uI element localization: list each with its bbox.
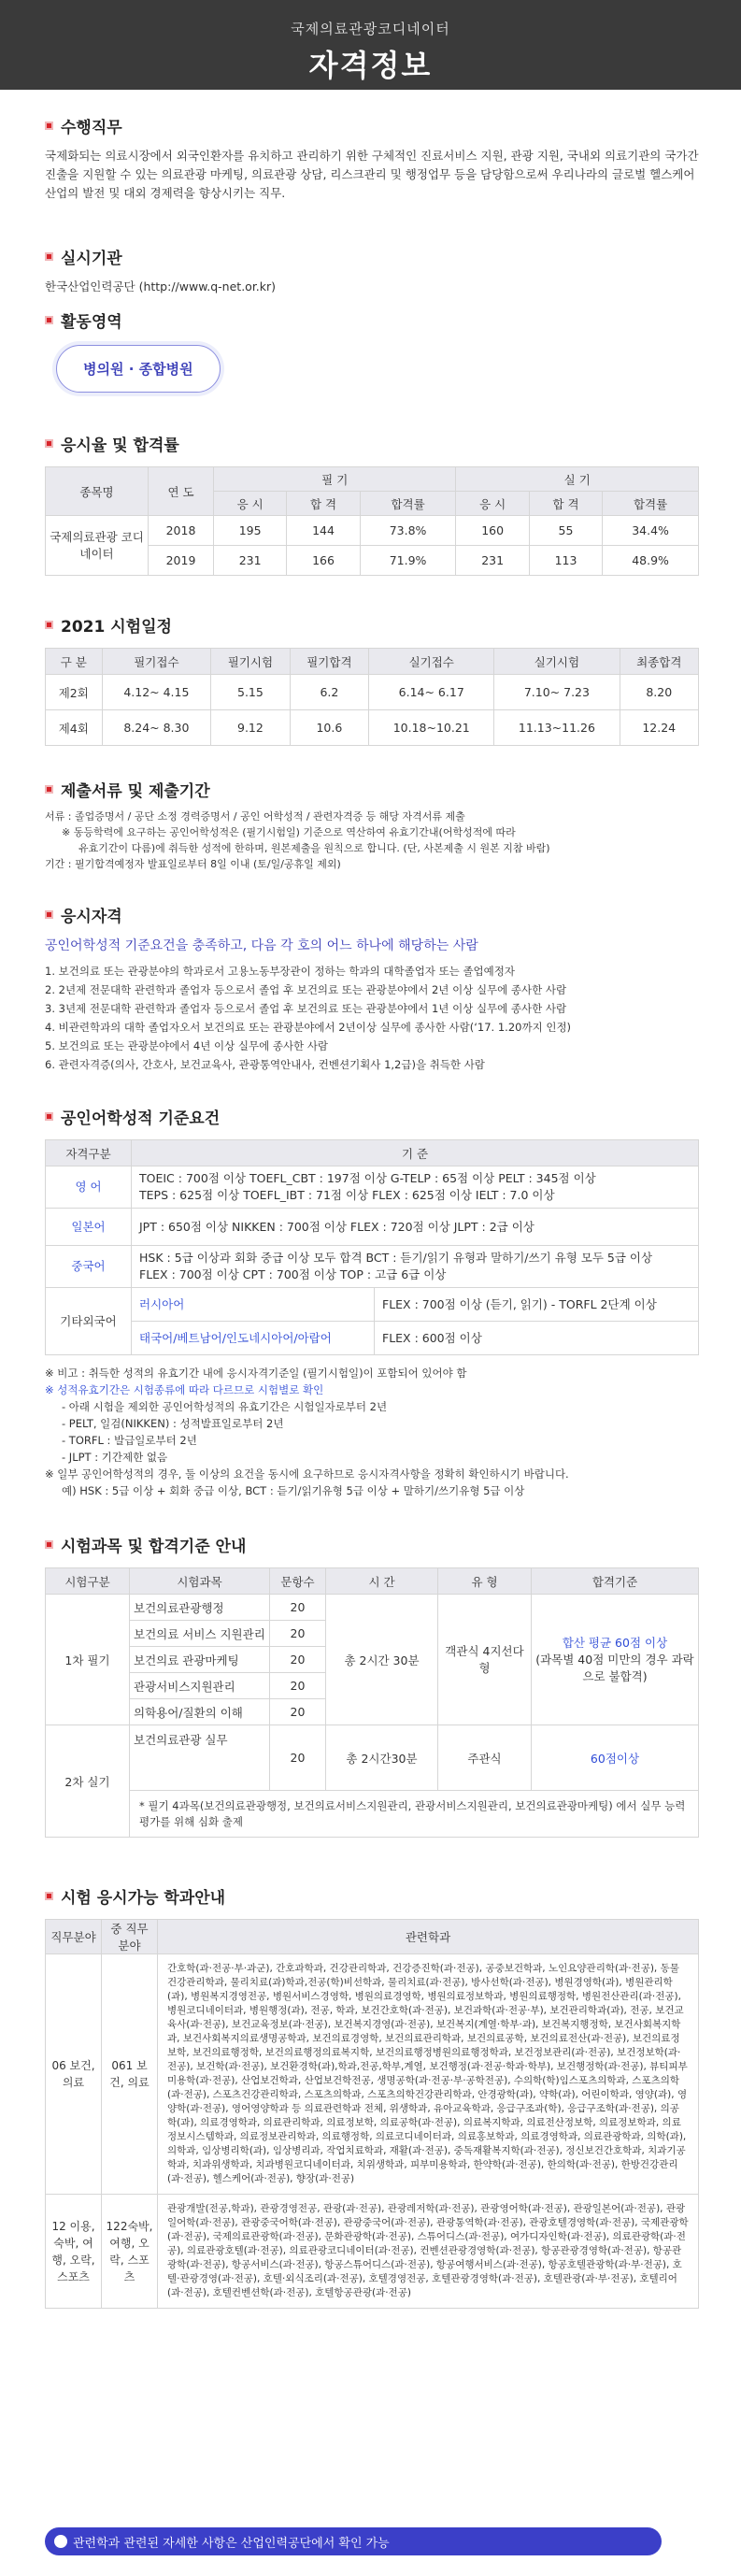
rates-h-practical: 실 기 bbox=[456, 467, 699, 492]
departments-section bbox=[45, 1884, 699, 2309]
subjects-header: 문항수 bbox=[270, 1568, 326, 1595]
section-bullet-icon bbox=[45, 316, 53, 324]
info-dot-icon bbox=[54, 2535, 67, 2548]
subjects-header: 합격기준 bbox=[532, 1568, 699, 1595]
subject-name: 보건의료관광 실무 bbox=[130, 1725, 270, 1791]
list-item: 2. 2년제 전문대학 관련학과 졸업자 등으로서 졸업 후 보건의료 또는 관광분야에서 2년 이상 실무에 종사한 사람 bbox=[45, 983, 567, 996]
table-row bbox=[46, 2195, 699, 2309]
schedule-cell: 제4회 bbox=[46, 710, 103, 746]
schedule-table bbox=[45, 648, 699, 746]
subjects-written-label: 1차 필기 bbox=[46, 1595, 130, 1725]
subjects-practical-label: 2차 실기 bbox=[46, 1725, 130, 1838]
rates-h-w-apply: 응 시 bbox=[214, 492, 287, 516]
departments-text: 간호학(과·전공·부·과군), 간호과학과, 건강관리학과, 건강증진학(과·전공), 공중보건학과, 노인요양관리학(과·전공), 동물건강관리학과, 물리치료(과)학과,전공(학)비선학과, 물리치료(과·전공), 방사선학(과·전공), 병원경영학(과), 병원관리학(과), 병원복지경영전공, 병원서비스경영학, 병원의료경영학, 병원의료정보학과, 병원의료행정학, 병원전산관리(과·전공), 병원코디네이터과, 병원행정(과), 전공, 학과, 보건간호학(과·전공), 보건과학(과·전공·부), 보건관리학과(과), 전공, 보건교육사(과·전공), 보건교육정보(과·전공), 보건복지경영(과·전공), 보건복지(계열·학부·과), 보건복지행정학, 보건사회복지학과, 보건사회복지의료생명공학과, 보건의료경영학, 보건의료관리학과, 보건의료공학, 보건의료전산(과·전공), 보건의료정보학, 보건의료행정학, 보건의료행정의료복지학, 보건의료행정병원의료행정학과, 보건정보관리(과·전공), 보건정보학(과·전공), 보건학(과·전공), 보건환경학(과),학과,전공,학부,계열, 보건행정(과·전공·학과·학부), 보건행정학(과·전공), 뷰티피부미용학(과·전공), 산업보건학과, 산업보건학전공, 생명공학(과·전공·부·공학전공), 수의학(학)임스포츠의학과, 스포츠의학(과·전공), 스포츠건강관리학과, 스포츠의학과, 스포츠의학건강관리학과, 안경광학(과), 약학(과), 어린이학과, 영양(과), 영양학(과·전공), 영어영양학과 등 의료관련학과 전체, 위생학과, 유아교육학과, 응급구조과(학), 응급구조학(과·전공), 의공학(과), 의료경영학과, 의료관리학과, 의료정보학, 의료공학(과·전공), 의료복지학과, 의료전산정보학, 의료정보학과, 의료정보시스템학과, 의료정보관리학과, 의료행정학, 의료코디네이터과, 의료홍보학과, 의료경영학과, 의료관광학과, 의학(과), 의학과, 임상병리학(과), 임상병리과, 작업치료학과, 재활(과·전공), 중독재활복지학(과·전공), 정신보건간호학과, 치과기공학과, 치과위생학과, 치과병원코디네이터과, 치위생학과, 피부미용학과, 한약학(과·전공), 한의학(과·전공), 한방건강관리(과·전공), 헬스케어(과·전공), 향장(과·전공) bbox=[158, 1954, 699, 2195]
field-pill: 병의원 · 종합병원 bbox=[56, 345, 221, 393]
table-row bbox=[46, 516, 699, 546]
rates-h-p-pass: 합 격 bbox=[529, 492, 602, 516]
note-line: 예) HSK : 5급 이상 + 회화 중급 이상, BCT : 듣기/읽기유형 5급 이상 + 말하기/쓰기유형 5급 이상 bbox=[62, 1484, 525, 1497]
table-row bbox=[46, 1791, 699, 1838]
subjects-written-pass bbox=[532, 1595, 699, 1725]
subjects-written-type: 객관식 4지선다형 bbox=[438, 1595, 532, 1725]
language-english-line2: TEPS : 625점 이상 TOEFL_IBT : 71점 이상 FLEX : 625점 이상 IELT : 7.0 이상 bbox=[139, 1188, 555, 1202]
subject-count: 20 bbox=[270, 1595, 326, 1621]
note-line: ※ 일부 공인어학성적의 경우, 둘 이상의 요건을 동시에 요구하므로 응시자격사항을 정확히 확인하시기 바랍니다. bbox=[45, 1467, 569, 1481]
schedule-cell: 10.18~10.21 bbox=[369, 710, 494, 746]
documents-line1: 서류 : 졸업증명서 / 공단 소정 경력증명서 / 공인 어학성적 / 관련자격증 등 해당 자격서류 제출 bbox=[45, 810, 465, 823]
language-chinese-label: 중국어 bbox=[46, 1246, 132, 1288]
language-notes bbox=[45, 1365, 699, 1499]
language-h-std: 기 준 bbox=[132, 1140, 699, 1166]
departments-field: 06 보건, 의료 bbox=[46, 1954, 102, 2195]
note-line: - TORFL : 발급일로부터 2년 bbox=[62, 1434, 197, 1447]
documents-line4: 기간 : 필기합격예정자 발표일로부터 8일 이내 (토/일/공휴일 제외) bbox=[45, 858, 341, 870]
language-japanese-label: 일본어 bbox=[46, 1209, 132, 1246]
language-english-line1: TOEIC : 700점 이상 TOEFL_CBT : 197점 이상 G-TELP : 65점 이상 PELT : 345점 이상 bbox=[139, 1171, 596, 1185]
list-item: 5. 보건의료 또는 관광분야에서 4년 이상 실무에 종사한 사람 bbox=[45, 1039, 329, 1052]
rates-h-w-pass: 합 격 bbox=[287, 492, 360, 516]
rates-cell: 55 bbox=[529, 516, 602, 546]
table-row bbox=[46, 1322, 699, 1355]
rates-h-written: 필 기 bbox=[214, 467, 456, 492]
subjects-header: 유 형 bbox=[438, 1568, 532, 1595]
schedule-header: 필기합격 bbox=[290, 649, 368, 675]
rates-h-w-rate: 합격률 bbox=[360, 492, 456, 516]
language-english-label: 영 어 bbox=[46, 1166, 132, 1209]
departments-header: 직무분야 bbox=[46, 1920, 102, 1954]
rates-cell: 2019 bbox=[149, 546, 214, 576]
schedule-cell: 11.13~11.26 bbox=[494, 710, 620, 746]
rates-section bbox=[45, 432, 699, 576]
language-others: 태국어/베트남어/인도네시아어/아랍어 bbox=[132, 1322, 375, 1355]
duty-text: 국제화되는 의료시장에서 외국인환자를 유치하고 관리하기 위한 구체적인 진료서비스 지원, 관광 지원, 국내외 의료기관의 국가간 진출을 지원할 수 있는 의료관광 마케팅, 의료관광 상담, 리스크관리 및 행정업무 등을 담당함으로써 우리나라의 글로벌 헬스케어산업의 발전 및 대외 경제력을 향상시키는 직무. bbox=[45, 149, 699, 200]
departments-title: 시험 응시가능 학과안내 bbox=[45, 1884, 699, 1908]
subjects-practical-time: 총 2시간30분 bbox=[326, 1725, 438, 1791]
departments-header: 관련학과 bbox=[158, 1920, 699, 1954]
subjects-written-pass-sub: (과목별 40점 미만의 경우 과락으로 불합격) bbox=[535, 1652, 694, 1683]
schedule-header: 최종합격 bbox=[620, 649, 699, 675]
table-row bbox=[46, 1725, 699, 1791]
rates-h-p-rate: 합격률 bbox=[603, 492, 699, 516]
schedule-cell: 6.2 bbox=[290, 675, 368, 710]
duty-section bbox=[45, 114, 699, 203]
rates-cell: 144 bbox=[287, 516, 360, 546]
agency-title: 실시기관 bbox=[45, 245, 699, 268]
departments-table bbox=[45, 1919, 699, 2309]
schedule-header: 필기시험 bbox=[211, 649, 290, 675]
section-bullet-icon bbox=[45, 122, 53, 130]
language-english-std bbox=[132, 1166, 699, 1209]
table-row bbox=[46, 1954, 699, 2195]
schedule-cell: 7.10~ 7.23 bbox=[494, 675, 620, 710]
subjects-table bbox=[45, 1567, 699, 1838]
rates-cell: 113 bbox=[529, 546, 602, 576]
qualification-section bbox=[45, 903, 699, 1074]
rates-title: 응시율 및 합격률 bbox=[45, 432, 699, 455]
list-item: 6. 관련자격증(의사, 간호사, 보건교육사, 관광통역안내사, 컨벤션기획사 1,2급)을 취득한 사람 bbox=[45, 1058, 485, 1071]
field-title: 활동영역 bbox=[45, 308, 699, 332]
language-other-label: 기타외국어 bbox=[46, 1288, 132, 1355]
rates-cell: 48.9% bbox=[603, 546, 699, 576]
section-bullet-icon bbox=[45, 252, 53, 261]
language-title: 공인어학성적 기준요건 bbox=[45, 1105, 699, 1128]
schedule-header: 실기시험 bbox=[494, 649, 620, 675]
note-line: - JLPT : 기간제한 없음 bbox=[62, 1451, 168, 1464]
schedule-header: 실기접수 bbox=[369, 649, 494, 675]
rates-cell: 231 bbox=[456, 546, 529, 576]
documents-line2: ※ 동등학력에 요구하는 공인어학성적은 (필기시험일) 기준으로 역산하여 유효기간내(어학성적에 따라 bbox=[62, 826, 516, 838]
subject-name: 보건의료관광행정 bbox=[130, 1595, 270, 1621]
section-bullet-icon bbox=[45, 785, 53, 794]
rates-h-p-apply: 응 시 bbox=[456, 492, 529, 516]
section-bullet-icon bbox=[45, 621, 53, 629]
section-bullet-icon bbox=[45, 1112, 53, 1121]
rates-cell: 231 bbox=[214, 546, 287, 576]
list-item: 3. 3년제 전문대학 관련학과 졸업자 등으로서 졸업 후 보건의료 또는 관광분야에서 1년 이상 실무에 종사한 사람 bbox=[45, 1002, 567, 1015]
departments-header: 중 직무분야 bbox=[102, 1920, 158, 1954]
documents-section bbox=[45, 778, 699, 872]
schedule-cell: 제2회 bbox=[46, 675, 103, 710]
subject-count: 20 bbox=[270, 1621, 326, 1647]
rates-h-year: 연 도 bbox=[149, 467, 214, 516]
schedule-cell: 8.24~ 8.30 bbox=[102, 710, 211, 746]
subject-name: 의학용어/질환의 이해 bbox=[130, 1699, 270, 1725]
list-item: 1. 보건의료 또는 관광분야의 학과로서 고용노동부장관이 정하는 학과의 대학졸업자 또는 졸업예정자 bbox=[45, 965, 515, 978]
rates-cell: 34.4% bbox=[603, 516, 699, 546]
subjects-practical-note: * 필기 4과목(보건의료관광행정, 보건의료서비스지원관리, 관광서비스지원관리, 보건의료관광마케팅) 에서 실무 능력 평가를 위해 심화 출제 bbox=[130, 1791, 699, 1838]
rates-item: 국제의료관광 코디네이터 bbox=[46, 516, 149, 576]
language-chinese-line1: HSK : 5급 이상과 회화 중급 이상 모두 합격 BCT : 듣기/읽기 유형과 말하기/쓰기 유형 모두 5급 이상 bbox=[139, 1251, 653, 1265]
rates-table bbox=[45, 466, 699, 576]
schedule-section bbox=[45, 613, 699, 746]
schedule-cell: 4.12~ 4.15 bbox=[102, 675, 211, 710]
bottom-note-text: 관련학과 관련된 자세한 사항은 산업인력공단에서 확인 가능 bbox=[73, 2536, 390, 2551]
subjects-header: 시험과목 bbox=[130, 1568, 270, 1595]
documents-title: 제출서류 및 제출기간 bbox=[45, 778, 699, 801]
agency-section bbox=[45, 245, 699, 296]
table-row bbox=[46, 1595, 699, 1621]
bottom-note-bar bbox=[45, 2527, 662, 2555]
subjects-written-pass-main: 합산 평균 60점 이상 bbox=[562, 1635, 668, 1650]
table-row bbox=[46, 710, 699, 746]
schedule-cell: 9.12 bbox=[211, 710, 290, 746]
note-line: ※ 성적유효기간은 시험종류에 따라 다르므로 시험별로 확인 bbox=[45, 1383, 324, 1396]
schedule-cell: 6.14~ 6.17 bbox=[369, 675, 494, 710]
section-bullet-icon bbox=[45, 910, 53, 919]
note-line: - 아래 시험을 제외한 공인어학성적의 유효기간은 시험일자로부터 2년 bbox=[62, 1400, 388, 1413]
schedule-cell: 12.24 bbox=[620, 710, 699, 746]
table-row bbox=[46, 1246, 699, 1288]
table-row bbox=[46, 1288, 699, 1322]
subject-count: 20 bbox=[270, 1725, 326, 1791]
qualification-lead: 공인어학성적 기준요건을 충족하고, 다음 각 호의 어느 하나에 해당하는 사람 bbox=[45, 938, 478, 953]
rates-cell: 195 bbox=[214, 516, 287, 546]
table-row bbox=[46, 1209, 699, 1246]
language-table bbox=[45, 1139, 699, 1355]
subject-count: 20 bbox=[270, 1673, 326, 1699]
schedule-cell: 5.15 bbox=[211, 675, 290, 710]
departments-sub: 061 보건, 의료 bbox=[102, 1954, 158, 2195]
note-line: - PELT, 일검(NIKKEN) : 성적발표일로부터 2년 bbox=[62, 1417, 284, 1430]
duty-title: 수행직무 bbox=[45, 114, 699, 137]
language-h-lang: 자격구분 bbox=[46, 1140, 132, 1166]
subject-name: 보건의료 서비스 지원관리 bbox=[130, 1621, 270, 1647]
departments-field: 12 이용, 숙박, 여행, 오락, 스포츠 bbox=[46, 2195, 102, 2309]
field-section bbox=[45, 308, 699, 393]
departments-text: 관광개발(전공,학과), 관광경영전공, 관광(과·전공), 관광레저학(과·전공), 관광영어학(과·전공), 관광일본어(과·전공), 관광일어학(과·전공), 관광중국어학(과·전공), 관광중국어(과·전공), 관광통역학(과·전공), 관광호텔경영학(과·전공), 국제관광학(과·전공), 국제의료관광학(과·전공), 문화관광학(과·전공), 스튜어디스(과·전공), 여가디자인학(과·전공), 의료관광학(과·전공), 의료관광호텔(과·전공), 의료관광코디네이터(과·전공), 컨벤션관광경영학(과·전공), 항공관광경영학(과·전공), 항공관광학(과·전공), 항공서비스(과·전공), 항공스튜어디스(과·전공), 항공여행서비스(과·전공), 항공호텔관광학(과·부·전공), 호텔·관광경영(과·전공), 호텔·외식조리(과·전공), 호텔경영전공, 호텔관광경영학(과·전공), 호텔관광(과·부·전공), 호텔리어(과·전공), 호텔컨벤션학(과·전공), 호텔항공관광(과·전공) bbox=[158, 2195, 699, 2309]
schedule-header: 구 분 bbox=[46, 649, 103, 675]
language-chinese-line2: FLEX : 700점 이상 CPT : 700점 이상 TOP : 고급 6급 이상 bbox=[139, 1267, 447, 1281]
subjects-header: 시험구분 bbox=[46, 1568, 130, 1595]
subjects-title: 시험과목 및 합격기준 안내 bbox=[45, 1533, 699, 1556]
schedule-cell: 10.6 bbox=[290, 710, 368, 746]
subjects-header: 시 간 bbox=[326, 1568, 438, 1595]
subjects-practical-type: 주관식 bbox=[438, 1725, 532, 1791]
rates-cell: 2018 bbox=[149, 516, 214, 546]
list-item: 4. 비관련학과의 대학 졸업자오서 보건의료 또는 관광분야에서 2년이상 실무에 종사한 사람(‘17. 1.20까지 인정) bbox=[45, 1021, 572, 1034]
subjects-practical-pass: 60점이상 bbox=[532, 1725, 699, 1791]
agency-text: 한국산업인력공단 (http://www.q-net.or.kr) bbox=[45, 279, 277, 293]
schedule-header: 필기접수 bbox=[102, 649, 211, 675]
page-header bbox=[0, 0, 741, 90]
departments-sub: 122숙박, 여행, 오락, 스포츠 bbox=[102, 2195, 158, 2309]
subject-name: 관광서비스지원관리 bbox=[130, 1673, 270, 1699]
rates-cell: 73.8% bbox=[360, 516, 456, 546]
subject-count: 20 bbox=[270, 1699, 326, 1725]
section-bullet-icon bbox=[45, 439, 53, 448]
page-title: 자격정보 bbox=[308, 48, 433, 83]
schedule-title: 2021 시험일정 bbox=[45, 613, 699, 637]
section-bullet-icon bbox=[45, 1540, 53, 1549]
rates-cell: 160 bbox=[456, 516, 529, 546]
subject-name: 보건의료 관광마케팅 bbox=[130, 1647, 270, 1673]
language-section bbox=[45, 1105, 699, 1499]
qualification-title: 응시자격 bbox=[45, 903, 699, 926]
subject-count: 20 bbox=[270, 1647, 326, 1673]
language-russian-std: FLEX : 700점 이상 (듣기, 읽기) - TORFL 2단계 이상 bbox=[375, 1288, 699, 1322]
documents-line3: 유효기간이 다름)에 취득한 성적에 한하며, 원본제출을 원칙으로 합니다. (단, 사본제출 시 원본 지참 바람) bbox=[78, 842, 550, 854]
page-subtitle: 국제의료관광코디네이터 bbox=[291, 21, 450, 37]
table-row bbox=[46, 675, 699, 710]
subjects-written-time: 총 2시간 30분 bbox=[326, 1595, 438, 1725]
rates-cell: 166 bbox=[287, 546, 360, 576]
table-row bbox=[46, 1166, 699, 1209]
schedule-cell: 8.20 bbox=[620, 675, 699, 710]
qualification-list bbox=[45, 962, 699, 1074]
subjects-section bbox=[45, 1533, 699, 1838]
note-line: ※ 비고 : 취득한 성적의 유효기간 내에 응시자격기준일 (필기시험일)이 포함되어 있어야 함 bbox=[45, 1367, 467, 1380]
rates-cell: 71.9% bbox=[360, 546, 456, 576]
language-chinese-std bbox=[132, 1246, 699, 1288]
rates-h-item: 종목명 bbox=[46, 467, 149, 516]
section-bullet-icon bbox=[45, 1892, 53, 1900]
language-russian: 러시아어 bbox=[132, 1288, 375, 1322]
language-others-std: FLEX : 600점 이상 bbox=[375, 1322, 699, 1355]
language-japanese-std: JPT : 650점 이상 NIKKEN : 700점 이상 FLEX : 720점 이상 JLPT : 2급 이상 bbox=[132, 1209, 699, 1246]
